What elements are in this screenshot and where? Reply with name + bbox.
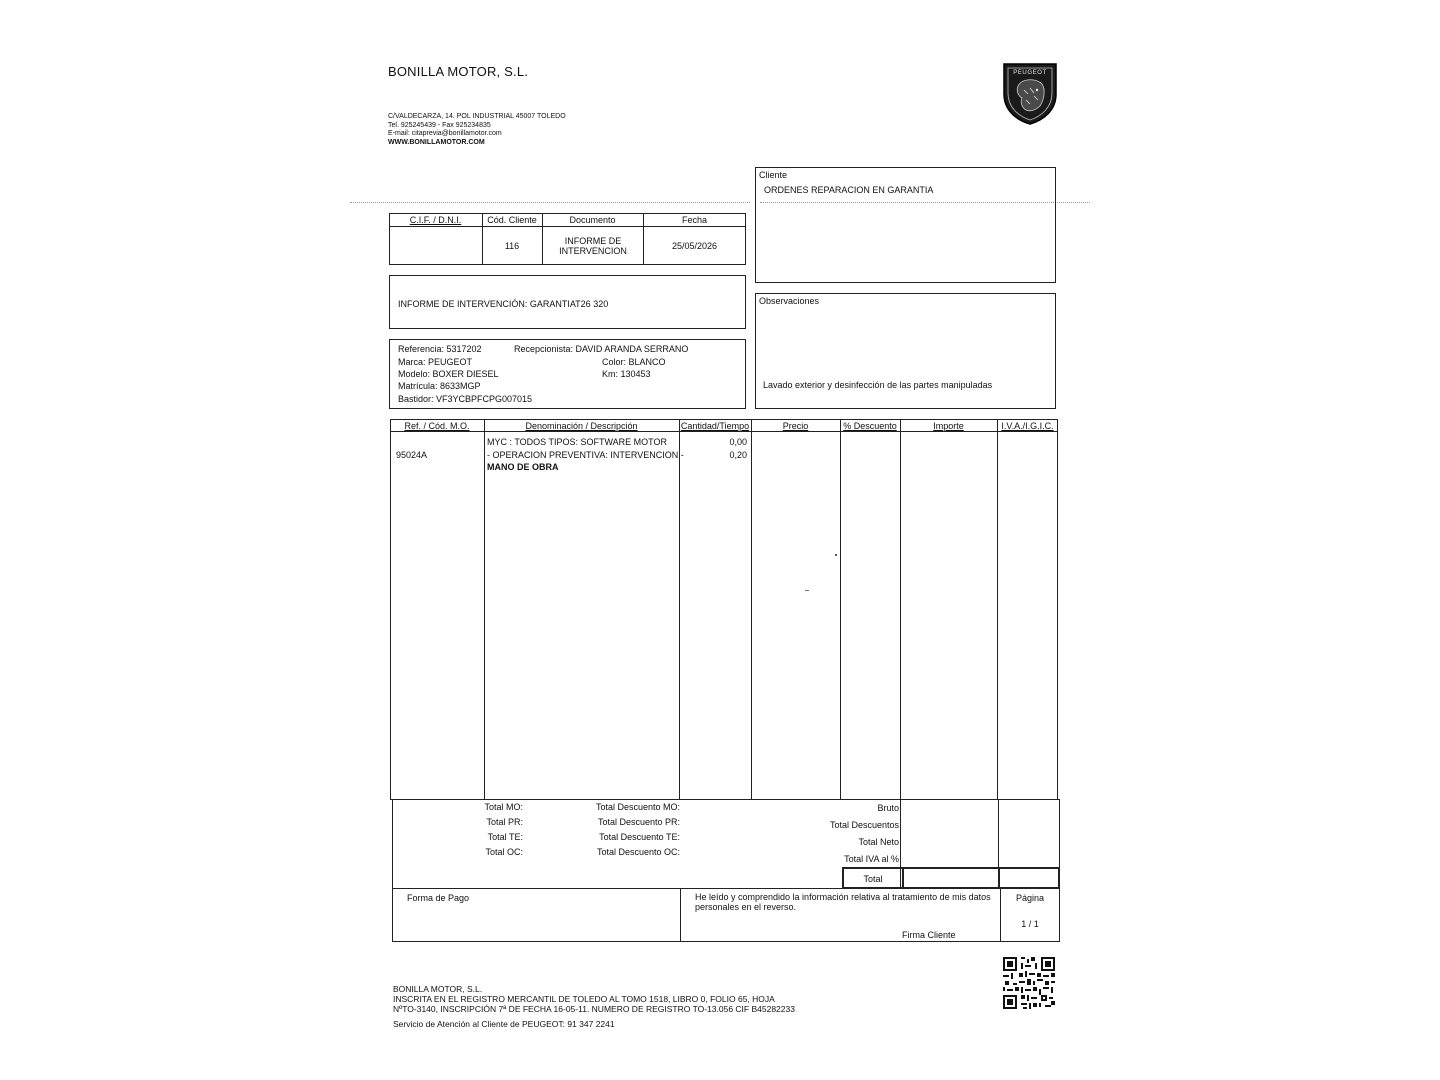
total-discount-mo-label: Total Descuento MO: (595, 802, 680, 812)
items-header-ref: Ref. / Cód. M.O. (404, 421, 470, 431)
id-header-cif: C.I.F. / D.N.I. (409, 215, 462, 225)
total-te-label: Total TE: (487, 832, 523, 842)
vehicle-km: Km: 130453 (602, 369, 651, 379)
items-header-vat: I.V.A./I.G.I.C. (1001, 421, 1054, 431)
company-name: BONILLA MOTOR, S.L. (388, 64, 529, 79)
item-description: - OPERACION PREVENTIVA: INTERVENCION - (487, 450, 684, 460)
items-col-divider (997, 419, 998, 800)
id-value-client-code: 116 (504, 241, 520, 251)
items-header-price: Precio (782, 421, 809, 431)
vehicle-vin: Bastidor: VF3YCBPFCPG007015 (398, 394, 533, 404)
page-label: Página (1015, 893, 1045, 903)
company-email: E-mail: citaprevia@bonillamotor.com (388, 130, 502, 137)
customer-service-line: Servicio de Atención al Cliente de PEUGEOT: 91 347 2241 (393, 1019, 615, 1029)
legal-registry-line2: NºTO-3140, INSCRIPCIÓN 7ª DE FECHA 16-05-11. NUMERO DE REGISTRO TO-13.056 CIF B45282233 (393, 1004, 795, 1014)
scan-dotted-line-left (350, 202, 750, 203)
company-address: C/VALDECARZA, 14. POL INDUSTRIAL 45007 TOLEDO (388, 113, 566, 120)
total-mo-label: Total MO: (484, 802, 523, 812)
item-description: MYC : TODOS TIPOS: SOFTWARE MOTOR (487, 437, 668, 447)
privacy-consent-line1: He leído y comprendido la información relativa al tratamiento de mis datos (695, 892, 991, 902)
total-net-label: Total Neto (858, 837, 899, 847)
items-table (390, 419, 1058, 800)
total-box-divider (998, 867, 1000, 889)
vehicle-color: Color: BLANCO (602, 357, 666, 367)
vehicle-plate: Matrícula: 8633MGP (398, 381, 481, 391)
total-vat-label: Total IVA al % (844, 854, 899, 864)
total-box-divider (902, 867, 904, 889)
id-table-header-divider (389, 226, 746, 227)
customer-signature-label: Firma Cliente (902, 930, 956, 940)
total-discount-te-label: Total Descuento TE: (599, 832, 680, 842)
items-section-label: MANO DE OBRA (487, 462, 559, 472)
id-header-client-code: Cód. Cliente (487, 215, 537, 225)
item-quantity: 0,00 (729, 437, 747, 447)
id-header-date: Fecha (681, 215, 707, 225)
company-phone: Tel. 925245439 - Fax 925234835 (388, 121, 491, 129)
vehicle-model: Modelo: BOXER DIESEL (398, 369, 499, 379)
legal-company-name: BONILLA MOTOR, S.L. (393, 984, 483, 994)
items-header-discount: % Descuento (843, 421, 897, 431)
page-number: 1 / 1 (1021, 919, 1039, 929)
payment-method-label: Forma de Pago (407, 893, 470, 903)
observations-box (755, 293, 1056, 409)
footer-divider (680, 888, 681, 942)
report-title: INFORME DE INTERVENCIÓN: GARANTIAT26 320 (398, 299, 609, 309)
total-discounts-label: Total Descuentos (829, 820, 899, 830)
total-pr-label: Total PR: (486, 817, 523, 827)
client-name: ORDENES REPARACION EN GARANTIA (764, 185, 934, 195)
total-oc-label: Total OC: (485, 847, 523, 857)
items-col-divider (840, 419, 841, 800)
vehicle-reference: Referencia: 5317202 (398, 344, 482, 354)
privacy-consent-line2: personales en el reverso. (695, 902, 797, 912)
item-ref: 95024A (396, 450, 428, 460)
items-header-amount: Importe (933, 421, 964, 431)
id-value-document: INFORME DE INTERVENCION (559, 236, 627, 256)
observations-label: Observaciones (759, 296, 820, 306)
item-quantity: 0,20 (729, 450, 747, 460)
company-website: WWW.BONILLAMOTOR.COM (388, 138, 485, 146)
items-col-divider (484, 419, 485, 800)
total-discount-oc-label: Total Descuento OC: (596, 847, 680, 857)
observations-text: Lavado exterior y desinfección de las partes manipuladas (763, 380, 993, 390)
grand-total-label: Total (863, 874, 883, 884)
bruto-label: Bruto (877, 803, 899, 813)
id-value-date: 25/05/2026 (671, 241, 718, 251)
legal-registry-line1: INSCRITA EN EL REGISTRO MERCANTIL DE TOLEDO AL TOMO 1518, LIBRO 0, FOLIO 65, HOJA (393, 994, 775, 1004)
vehicle-receptionist: Recepcionista: DAVID ARANDA SERRANO (514, 344, 689, 354)
vehicle-brand: Marca: PEUGEOT (398, 357, 473, 367)
scan-speck (835, 554, 837, 556)
total-discount-pr-label: Total Descuento PR: (597, 817, 680, 827)
items-col-divider (679, 419, 680, 800)
peugeot-logo-text: PEUGEOT (1013, 70, 1047, 76)
items-col-divider (900, 419, 901, 800)
client-label: Cliente (759, 170, 788, 180)
qr-code-icon (1003, 957, 1055, 1009)
peugeot-lion-shield-icon (1000, 60, 1060, 126)
id-header-document: Documento (569, 215, 616, 225)
scan-speck (805, 590, 809, 591)
items-col-divider (751, 419, 752, 800)
items-header-description: Denominación / Descripción (525, 421, 638, 431)
items-header-quantity: Cantidad/Tiempo (680, 421, 750, 431)
